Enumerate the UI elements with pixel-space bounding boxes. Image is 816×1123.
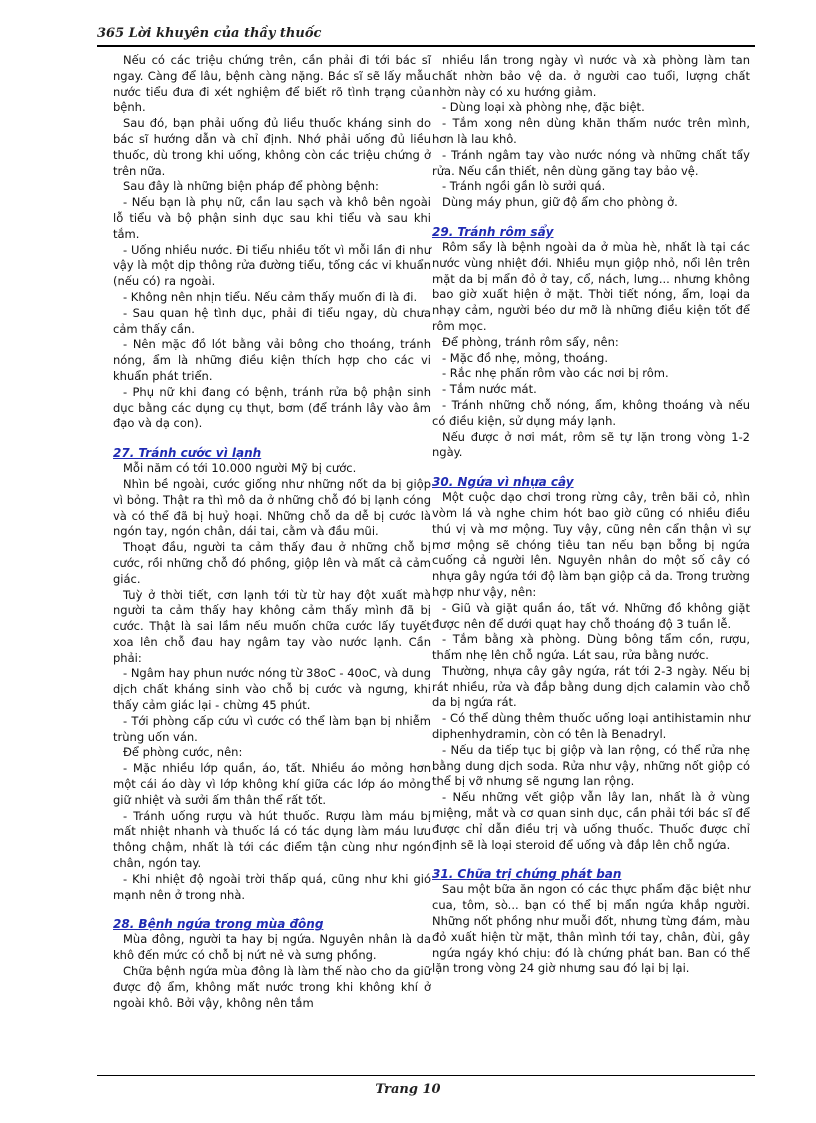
paragraph: Nhìn bề ngoài, cước giống như những nốt da bị giộp vì bỏng. Thật ra thì mô da ở những chỗ đó bị lạnh cóng và có thể đã bị huỷ hoại. Những chỗ da dễ bị cước là ngón tay, ngón chân, dái tai, cằm và đầu mũi. bbox=[113, 476, 431, 539]
paragraph: Sau một bữa ăn ngon có các thực phẩm đặc biệt như cua, tôm, sò... bạn có thể bị mẩn ngứa khắp người. Những nốt phồng như muỗi đốt, nhưng từng đám, màu đỏ xuất hiện từ mặt, thân mình tới tay, chân, đùi, gây ngứa ngáy khó chịu: đó là chứng phát ban. Ban có thể lặn trong vòng 24 giờ nhưng sau đó lại bị lại. bbox=[432, 882, 750, 976]
paragraph: - Tránh ngồi gần lò sưởi quá. bbox=[442, 179, 606, 194]
paragraph: Rôm sẩy là bệnh ngoài da ở mùa hè, nhất là tại các nước vùng nhiệt đới. Nhiều mụn giộp nhỏ, nổi lên trên mặt da bị mẩn đỏ ở tay, cổ, nách, lưng... nhưng không bao giờ xuất hiện ở mặt. Thời tiết nóng, ẩm, loại da nhạy cảm, người béo dư mỡ là những điều kiện tốt để rôm mọc. bbox=[432, 239, 750, 333]
paragraph: - Dùng loại xà phòng nhẹ, đặc biệt. bbox=[442, 100, 645, 115]
paragraph: - Uống nhiều nước. Đi tiểu nhiều tốt vì mỗi lần đi như vậy là một dịp thông rửa đường tiểu, tống các vi khuẩn (nếu có) ra ngoài. bbox=[113, 242, 431, 289]
paragraph: nhiều lần trong ngày vì nước và xà phòng làm tan chất nhờn bảo vệ da. ở người cao tuổi, lượng chất nhờn này có xu hướng giảm. bbox=[432, 53, 750, 99]
paragraph: - Ngâm hay phun nước nóng từ 38oC - 40oC, và dung dịch chất kháng sinh vào chỗ bị cước và ngưng, khi thấy cảm giác lại - chừng 45 phút. bbox=[113, 666, 431, 713]
paragraph: - Tránh những chỗ nóng, ẩm, không thoáng và nếu có điều kiện, sử dụng máy lạnh. bbox=[432, 397, 750, 428]
paragraph: - Có thể dùng thêm thuốc uống loại antihistamin như diphenhydramin, còn có tên là Benadryl. bbox=[432, 711, 750, 742]
paragraph: Nếu có các triệu chứng trên, cần phải đi tới bác sĩ ngay. Càng để lâu, bệnh càng nặng. Bác sĩ sẽ lấy mẫu nước tiểu đưa đi xét nghiệm để biết rõ tình trạng của bệnh. bbox=[113, 53, 431, 115]
paragraph: - Tới phòng cấp cứu vì cước có thể làm bạn bị nhiễm trùng uốn ván. bbox=[113, 713, 431, 744]
paragraph: - Nên mặc đồ lót bằng vải bông cho thoáng, tránh nóng, ẩm là những điều kiện thích hợp cho các vi khuẩn phát triển. bbox=[113, 337, 431, 383]
section-heading: 28. Bệnh ngứa trong mùa đông bbox=[113, 917, 324, 932]
footer-rule bbox=[97, 1075, 755, 1076]
paragraph: - Nếu những vết giộp vẫn lây lan, nhất là ở vùng miệng, mắt và cơ quan sinh dục, cần phải tới bác sĩ để được chỉ dẫn điều trị và uống thuốc. Thuốc được chỉ định sẽ là loại steroid để uống và đắp lên chỗ ngứa. bbox=[432, 790, 750, 852]
paragraph: - Khi nhiệt độ ngoài trời thấp quá, cũng như khi gió mạnh nên ở trong nhà. bbox=[113, 871, 431, 902]
paragraph: - Giũ và giặt quần áo, tất vớ. Những đồ không giặt được nên để dưới quạt hay chỗ thoáng độ 3 tuần lễ. bbox=[432, 600, 750, 631]
paragraph: Thường, nhựa cây gây ngứa, rát tới 2-3 ngày. Nếu bị rát nhiều, rửa và đắp bằng dung dịch calamin vào chỗ da bị ngứa rát. bbox=[432, 663, 750, 710]
paragraph: Nếu được ở nơi mát, rôm sẽ tự lặn trong vòng 1-2 ngày. bbox=[432, 429, 750, 460]
header-rule bbox=[97, 45, 755, 47]
paragraph: - Không nên nhịn tiểu. Nếu cảm thấy muốn đi là đi. bbox=[123, 289, 418, 304]
paragraph: - Tắm xong nên dùng khăn thấm nước trên mình, hơn là lau khô. bbox=[432, 116, 750, 146]
paragraph: Mùa đông, người ta hay bị ngứa. Nguyên nhân là da khô đến mức có chỗ bị nứt nẻ và sưng phồng. bbox=[113, 932, 431, 963]
paragraph: - Nếu bạn là phụ nữ, cần lau sạch và khô bên ngoài lỗ tiểu và bộ phận sinh dục sau khi tiểu và sau khi tắm. bbox=[113, 195, 431, 241]
paragraph: - Tắm bằng xà phòng. Dùng bông tẩm cồn, rượu, thấm nhẹ lên chỗ ngứa. Lát sau, rửa bằng nước. bbox=[432, 632, 750, 663]
paragraph: Thoạt đầu, người ta cảm thấy đau ở những chỗ bị cước, rồi những chỗ đó phồng, giộp lên và mất cả cảm giác. bbox=[113, 540, 431, 586]
paragraph: Để phòng, tránh rôm sẩy, nên: bbox=[442, 334, 619, 349]
section-heading: 31. Chữa trị chứng phát ban bbox=[432, 867, 622, 882]
paragraph: Tuỳ ở thời tiết, cơn lạnh tới từ từ hay đột xuất mà người ta cảm thấy hay không cảm thấy mình đã bị cước. Thật là sai lầm nếu muốn chữa cước lấy tuyết xoa lên chỗ đau hay ngâm tay vào nước lạnh. Cần phải: bbox=[113, 587, 431, 665]
paragraph: Chữa bệnh ngứa mùa đông là làm thế nào cho da giữ được độ ẩm, không mất nước trong khi không khí ở ngoài khô. Bởi vậy, không nên tắm bbox=[113, 964, 431, 1010]
paragraph: - Phụ nữ khi đang có bệnh, tránh rửa bộ phận sinh dục bằng các dụng cụ thụt, bơm (để tránh lây vào âm đạo và dạ con). bbox=[113, 384, 431, 431]
paragraph: - Rắc nhẹ phấn rôm vào các nơi bị rôm. bbox=[442, 366, 669, 381]
paragraph: Một cuộc dạo chơi trong rừng cây, trên bãi cỏ, nhìn vòm lá và nghe chim hót bao giờ cũng có nhiều điều thú vị và mơ mộng. Tuy vậy, cũng nên cẩn thận vì sự mơ mộng sẽ chóng tiêu tan nếu bạn bỗng bị ngứa cuống cả người lên. Nguyên nhân do một số cây có nhựa gây ngứa tới độ làm bạn giộp cả da. Trong trường hợp như vậy, nên: bbox=[432, 490, 750, 599]
paragraph: - Mặc nhiều lớp quần, áo, tất. Nhiều áo mỏng hơn một cái áo dày vì lớp không khí giữa các lớp áo mỏng giữ nhiệt và sưởi ấm thân thể rất tốt. bbox=[113, 761, 431, 807]
paragraph: Sau đây là những biện pháp để phòng bệnh: bbox=[123, 179, 379, 194]
paragraph: Mỗi năm có tới 10.000 người Mỹ bị cước. bbox=[123, 461, 357, 476]
paragraph: Dùng máy phun, giữ độ ẩm cho phòng ở. bbox=[442, 195, 678, 210]
paragraph: - Tắm nước mát. bbox=[442, 382, 537, 397]
paragraph: - Tránh uống rượu và hút thuốc. Rượu làm máu bị mất nhiệt nhanh và thuốc lá có tác dụng làm máu lưu thông chậm, nhất là tới các điểm tận cùng như ngón chân, ngón tay. bbox=[113, 808, 431, 871]
section-heading: 30. Ngứa vì nhựa cây bbox=[432, 475, 574, 490]
right-column bbox=[432, 53, 750, 977]
section-heading: 27. Tránh cước vì lạnh bbox=[113, 446, 262, 461]
paragraph: - Mặc đồ nhẹ, mỏng, thoáng. bbox=[442, 350, 608, 365]
section-heading: 29. Tránh rôm sẩy bbox=[432, 224, 554, 239]
paragraph: Để phòng cước, nên: bbox=[123, 745, 243, 760]
page-number: Trang 10 bbox=[375, 1082, 441, 1097]
paragraph: - Nếu da tiếp tục bị giộp và lan rộng, có thể rửa nhẹ bằng dung dịch soda. Rửa như vậy, những nốt giộp có thể bị vỡ nhưng sẽ ngưng lan rộng. bbox=[432, 742, 750, 789]
left-column bbox=[113, 53, 431, 1011]
paragraph: - Sau quan hệ tình dục, phải đi tiểu ngay, dù chưa cảm thấy cần. bbox=[113, 305, 431, 336]
paragraph: Sau đó, bạn phải uống đủ liều thuốc kháng sinh do bác sĩ hướng dẫn và chỉ định. Nhớ phải uống đủ liều thuốc, dù trong khi uống, không còn các triệu chứng ở trên nữa. bbox=[113, 116, 431, 178]
paragraph: - Tránh ngâm tay vào nước nóng và những chất tẩy rửa. Nếu cần thiết, nên dùng găng tay bảo vệ. bbox=[432, 147, 750, 178]
running-header: 365 Lời khuyên của thầy thuốc bbox=[97, 26, 322, 41]
